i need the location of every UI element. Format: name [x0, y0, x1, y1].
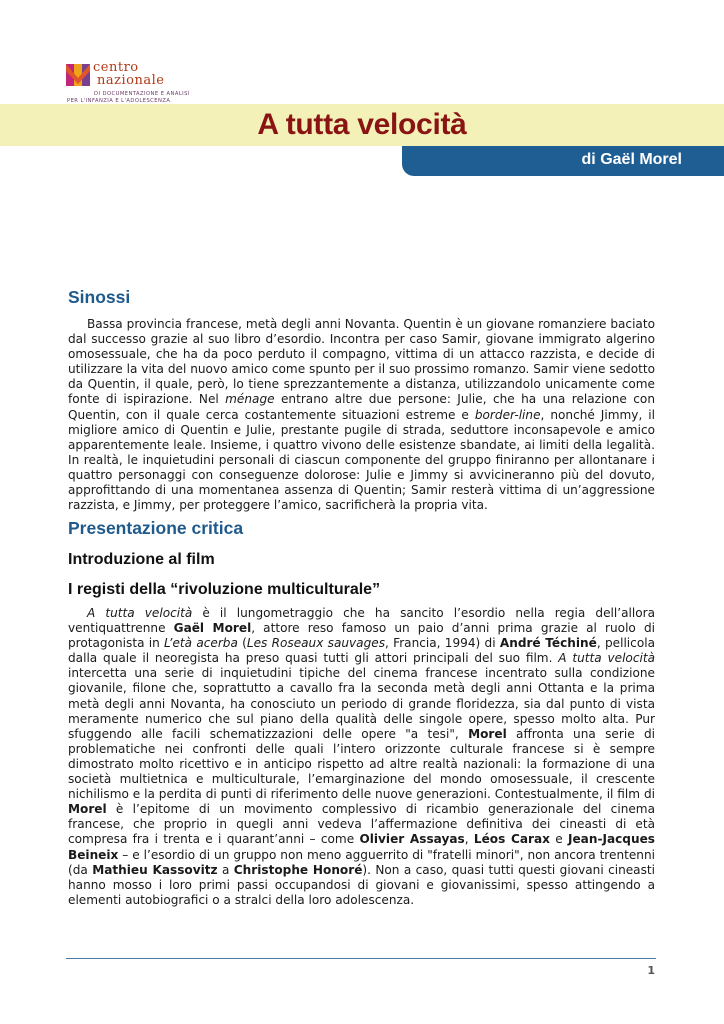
logo-mark-icon	[66, 62, 90, 92]
sinossi-paragraph: Bassa provincia francese, metà degli anni Novanta. Quentin è un giovane romanziere baciato dal successo grazie al suo libro d’esordio. Incontra per caso Samir, giovane immigrato algerino omosessuale, che ha da poco perduto il compagno, vittima di un attacco razzista, e decide di utilizzare la vita del nuovo amico come spunto per il suo prossimo romanzo. Samir viene sedotto da Quentin, il quale, però, lo tiene sprezzantemente a distanza, utilizzandolo unicamente come fonte di ispirazione. Nel ménage entrano altre due persone: Julie, che ha una relazione con Quentin, con il quale cerca costantemente situazioni estreme e border-line, nonché Jimmy, il migliore amico di Quentin e Julie, prestante pugile di strada, seduttore inconsapevole e amico apparentemente leale. Insieme, i quattro vivono delle esistenze sbandate, ai limiti della legalità. In realtà, le inquietudini personali di ciascun componente del gruppo finiranno per allontanare i quattro personaggi con conseguenze dolorose: Julie e Jimmy si avvicineranno più del dovuto, approfittando di una momentanea assenza di Quentin; Samir resterà vittima di un’aggressione razzista, e Jimmy, per proteggere l’amico, sacrificherà la propria vita.	[68, 317, 655, 513]
section-heading-sinossi: Sinossi	[68, 287, 131, 307]
logo-word-centro: centro	[93, 60, 139, 75]
logo-word-nazionale: nazionale	[97, 73, 165, 88]
footer-divider	[66, 958, 656, 959]
section-heading-presentazione: Presentazione critica	[68, 518, 244, 538]
subheading-registi: I registi della “rivoluzione multiculturale”	[68, 581, 381, 598]
logo-subtitle-2: PER L'INFANZIA E L'ADOLESCENZA	[67, 98, 171, 104]
subheading-introduzione: Introduzione al film	[68, 551, 215, 568]
presentazione-paragraph: A tutta velocità è il lungometraggio che ha sancito l’esordio nella regia dell’allora ventiquattrenne Gaël Morel, attore reso famoso un paio d’anni prima grazie al ruolo di protagonista in L’età acerba (Les Roseaux sauvages, Francia, 1994) di André Téchiné, pellicola dalla quale il neoregista ha preso quasi tutti gli attori principali del suo film. A tutta velocità intercetta una serie di inquietudini tipiche del cinema francese incentrato sulla condizione giovanile, filone che, soprattutto a cavallo fra la seconda metà degli anni Ottanta e la prima metà degli anni Novanta, ha conosciuto un periodo di grande floridezza, sia dal punto di vista meramente numerico che sul piano della qualità delle singole opere, spesso molto alta. Pur sfuggendo alle facili schematizzazioni delle opere "a tesi", Morel affronta una serie di problematiche nei confronti delle quali l’intero orizzonte culturale francese si è sempre dimostrato molto ricettivo e in anticipo rispetto ad altre realtà nazionali: la formazione di una società multietnica e multiculturale, l’emarginazione del mondo omosessuale, il crescente nichilismo e la perdita di punti di riferimento delle nuove generazioni. Contestualmente, il film di Morel è l’epitome di un movimento complessivo di ricambio generazionale del cinema francese, che proprio in quegli anni vedeva l’affermazione definitiva dei cineasti di età compresa fra i trenta e i quarant’anni – come Olivier Assayas, Léos Carax e Jean-Jacques Beineix – e l’esordio di un gruppo non meno agguerrito di "fratelli minori", non ancora trentenni (da Mathieu Kassovitz a Christophe Honoré). Non a caso, quasi tutti questi giovani cineasti hanno mosso i loro primi passi occupandosi di giovani e giovanissimi, spesso attingendo a elementi autobiografici o a stralci della loro adolescenza.	[68, 606, 656, 907]
logo-subtitle-1: DI DOCUMENTAZIONE E ANALISI	[94, 91, 190, 97]
logo	[66, 60, 190, 104]
page-number: 1	[647, 964, 655, 977]
document-title: A tutta velocità	[257, 108, 467, 141]
author-label: di Gaël Morel	[581, 151, 682, 168]
